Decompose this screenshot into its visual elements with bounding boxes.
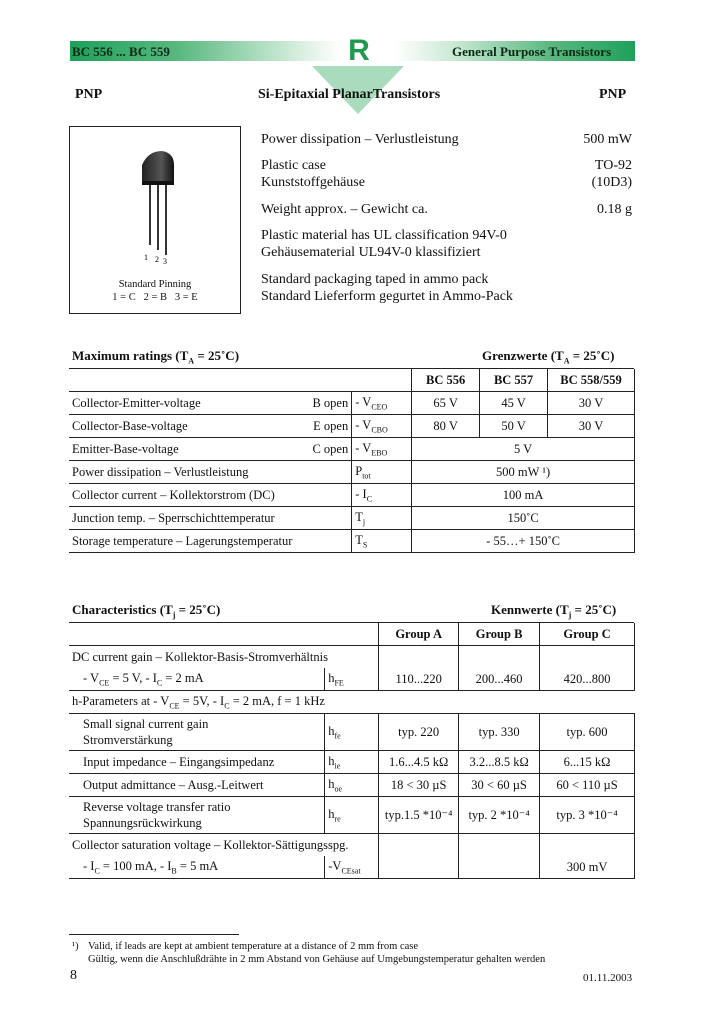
spec-label: Plastic case [261, 158, 326, 173]
table-row: - $I_C = 100$ mA, - $I_B = 5$ mA $-V_{CEsat}$ 300 mV [69, 856, 635, 879]
characteristics-title: Characteristics ($T_j$ = 25˚C) [72, 602, 221, 620]
table-row: Junction temp. – Sperrschichttemperatur $T_j$ 150˚C [69, 507, 635, 530]
table-row: Emitter-Base-voltage C open - $V_{EBO}$ 5 V [69, 438, 635, 461]
spec-label: Standard packaging taped in ammo pack [261, 272, 489, 287]
part-range: BC 556 ... BC 559 [72, 44, 170, 59]
col-header: BC 558/559 [548, 369, 635, 392]
table-row: Collector saturation voltage – Kollektor-Sättigungsspg. [69, 834, 635, 857]
spec-label: Power dissipation – Verlustleistung [261, 132, 459, 147]
pinning-text: 1 = C 2 = B 3 = E [112, 292, 198, 303]
footnote-line: Valid, if leads are kept at ambient temperature at a distance of 2 mm from case [88, 941, 419, 952]
characteristics-table [69, 623, 635, 879]
col-header: Group C [540, 623, 635, 646]
pin-label: 2 [155, 255, 159, 264]
spec-value: (10D3) [591, 175, 632, 190]
grenzwerte-title: Grenzwerte ($T_A$ = 25˚C) [482, 348, 615, 366]
max-ratings-table [69, 369, 635, 553]
table-row: Collector current – Kollektorstrom (DC) - $I_C$ 100 mA [69, 484, 635, 507]
table-row: h-Parameters at - $V_{CE} = 5V$, - $I_C = 2$ mA, f = 1 kHz [69, 691, 635, 714]
package-box [69, 126, 241, 314]
pinning-title: Standard Pinning [118, 279, 192, 290]
spec-label: Gehäusematerial UL94V-0 klassifiziert [261, 245, 481, 260]
col-header: BC 556 [412, 369, 480, 392]
spec-value: TO-92 [594, 158, 632, 173]
subtitle: Si-Epitaxial PlanarTransistors [258, 87, 441, 102]
date: 01.11.2003 [583, 972, 633, 984]
table-row: Collector-Emitter-voltage B open - $V_{CEO}$ 65 V 45 V 30 V [69, 392, 635, 415]
spec-label: Standard Lieferform gegurtet in Ammo-Pack [261, 289, 513, 304]
type-left: PNP [75, 87, 103, 102]
spec-label: Weight approx. – Gewicht ca. [261, 202, 428, 217]
table-row: Output admittance – Ausg.-Leitwert $h_{oe}$ 18 < 30 µS 30 < 60 µS 60 < 110 µS [69, 774, 635, 797]
col-header: Group B [459, 623, 540, 646]
table-row: Storage temperature – Lagerungstemperatur $T_S$ - 55…+ 150˚C [69, 530, 635, 553]
spec-value: 500 mW [583, 132, 632, 147]
table-row: Collector-Base-voltage E open - $V_{CBO}$ 80 V 50 V 30 V [69, 415, 635, 438]
spec-label: Plastic material has UL classification 94V-0 [261, 228, 507, 243]
table-row: Input impedance – Eingangsimpedanz $h_{ie}$ 1.6...4.5 kΩ 3.2...8.5 kΩ 6...15 kΩ [69, 751, 635, 774]
col-header: BC 557 [480, 369, 548, 392]
table-row: DC current gain – Kollektor-Basis-Stromverhältnis [69, 646, 635, 669]
category-title: General Purpose Transistors [452, 44, 612, 59]
spec-label: Kunststoffgehäuse [261, 175, 365, 190]
table-row: Power dissipation – Verlustleistung $P_{tot}$ 500 mW ¹) [69, 461, 635, 484]
pin-label: 3 [163, 257, 167, 266]
footnote-line: Gültig, wenn die Anschlußdrähte in 2 mm Abstand von Gehäuse auf Umgebungstemperatur gehalten werden [88, 954, 546, 965]
table-row: - $V_{CE} = 5$ V, - $I_C = 2$ mA $h_{FE}$ 110...220 200...460 420...800 [69, 668, 635, 691]
page-number: 8 [70, 968, 77, 983]
kennwerte-title: Kennwerte ($T_j$ = 25˚C) [491, 602, 617, 620]
footnote-divider [69, 934, 239, 935]
type-right: PNP [599, 87, 627, 102]
table-row: Reverse voltage transfer ratio Spannungsrückwirkung $h_{re}$ typ.1.5 *10⁻⁴ typ. 2 *10⁻⁴ typ. 3 *10⁻⁴ [69, 797, 635, 834]
table-row: Small signal current gain Stromverstärkung $h_{fe}$ typ. 220 typ. 330 typ. 600 [69, 714, 635, 751]
max-ratings-title: Maximum ratings ($T_A$ = 25˚C) [72, 348, 240, 366]
footnote-mark: ¹) [72, 941, 79, 952]
logo: R [348, 34, 370, 67]
pin-label: 1 [144, 253, 148, 262]
spec-value: 0.18 g [597, 202, 632, 217]
col-header: Group A [379, 623, 459, 646]
